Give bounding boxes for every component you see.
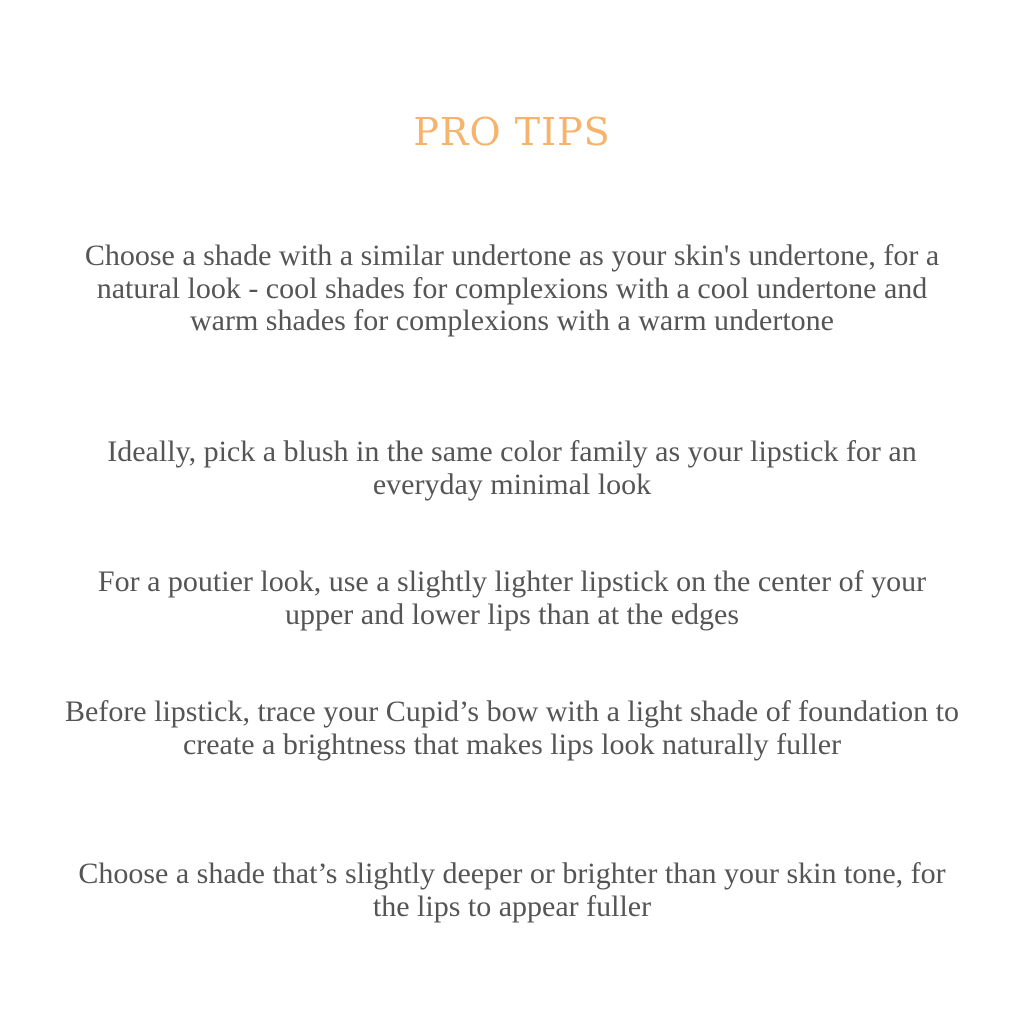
page-title: PRO TIPS — [413, 110, 611, 154]
tip-poutier-look: For a poutier look, use a slightly lighter lipstick on the center of your upper and lower lips than at the edges — [97, 565, 927, 631]
tip-undertone: Choose a shade with a similar undertone as your skin's undertone, for a natural look - cool shades for complexions with a cool undertone and warm shades for complexions with a warm undertone — [84, 239, 940, 337]
tip-blush: Ideally, pick a blush in the same color family as your lipstick for an everyday minimal look — [107, 435, 917, 501]
tip-deeper-shade: Choose a shade that’s slightly deeper or brighter than your skin tone, for the lips to appear fuller — [78, 857, 946, 923]
tip-cupids-bow: Before lipstick, trace your Cupid’s bow with a light shade of foundation to create a brightness that makes lips look naturally fuller — [65, 695, 959, 761]
